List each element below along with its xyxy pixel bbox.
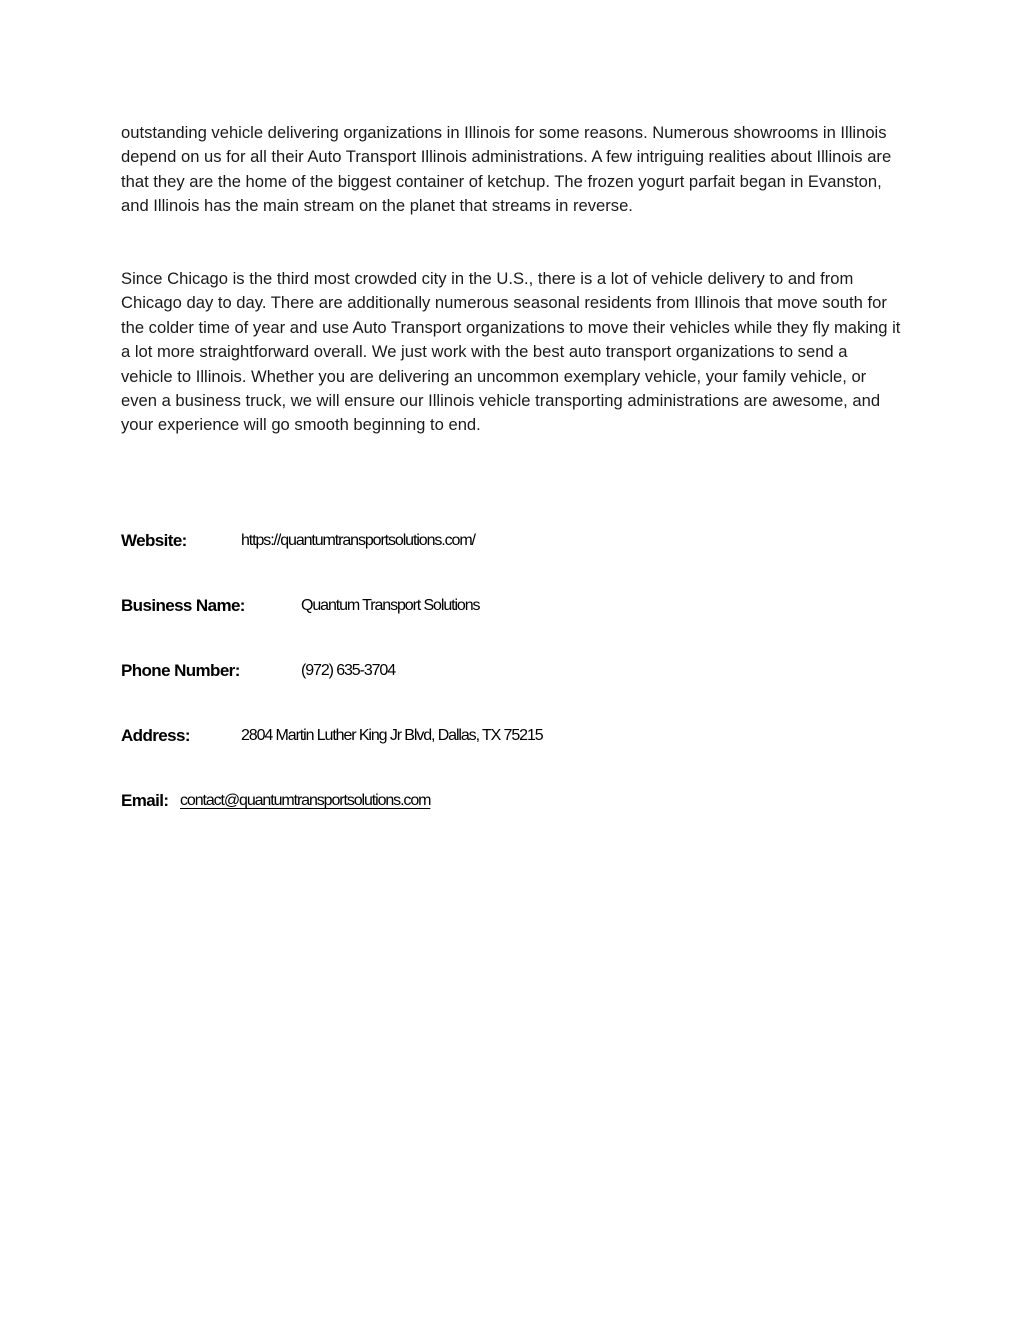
email-link[interactable]: contact@quantumtransportsolutions.com <box>180 792 431 809</box>
phone-number-value: (972) 635-3704 <box>301 662 396 679</box>
email-label: Email: <box>121 791 169 810</box>
business-name-label: Business Name: <box>121 596 245 615</box>
body-paragraph-1: outstanding vehicle delivering organizations in Illinois for some reasons. Numerous showrooms in Illinois depend on us for all their Auto Transport Illinois administrations. A few intriguing realities about Illinois are that they are the home of the biggest container of ketchup. The frozen yogurt parfait began in Evanston, and Illinois has the main stream on the planet that streams in reverse. <box>121 123 892 216</box>
phone-number-label: Phone Number: <box>121 661 240 680</box>
business-name-value: Quantum Transport Solutions <box>301 597 480 614</box>
body-paragraph-2: Since Chicago is the third most crowded city in the U.S., there is a lot of vehicle delivery to and from Chicago day to day. There are additionally numerous seasonal residents from Illinois that move south for the colder time of year and use Auto Transport organizations to move their vehicles while they fly making it a lot more straightforward overall. We just work with the best auto transport organizations to send a vehicle to Illinois. Whether you are delivering an uncommon exemplary vehicle, your family vehicle, or even a business truck, we will ensure our Illinois vehicle transporting administrations are awesome, and your experience will go smooth beginning to end. <box>121 269 901 435</box>
website-link[interactable]: https://quantumtransportsolutions.com/ <box>241 532 475 549</box>
website-label: Website: <box>121 531 187 550</box>
address-label: Address: <box>121 726 190 745</box>
address-value: 2804 Martin Luther King Jr Blvd, Dallas, TX 75215 <box>241 727 543 744</box>
